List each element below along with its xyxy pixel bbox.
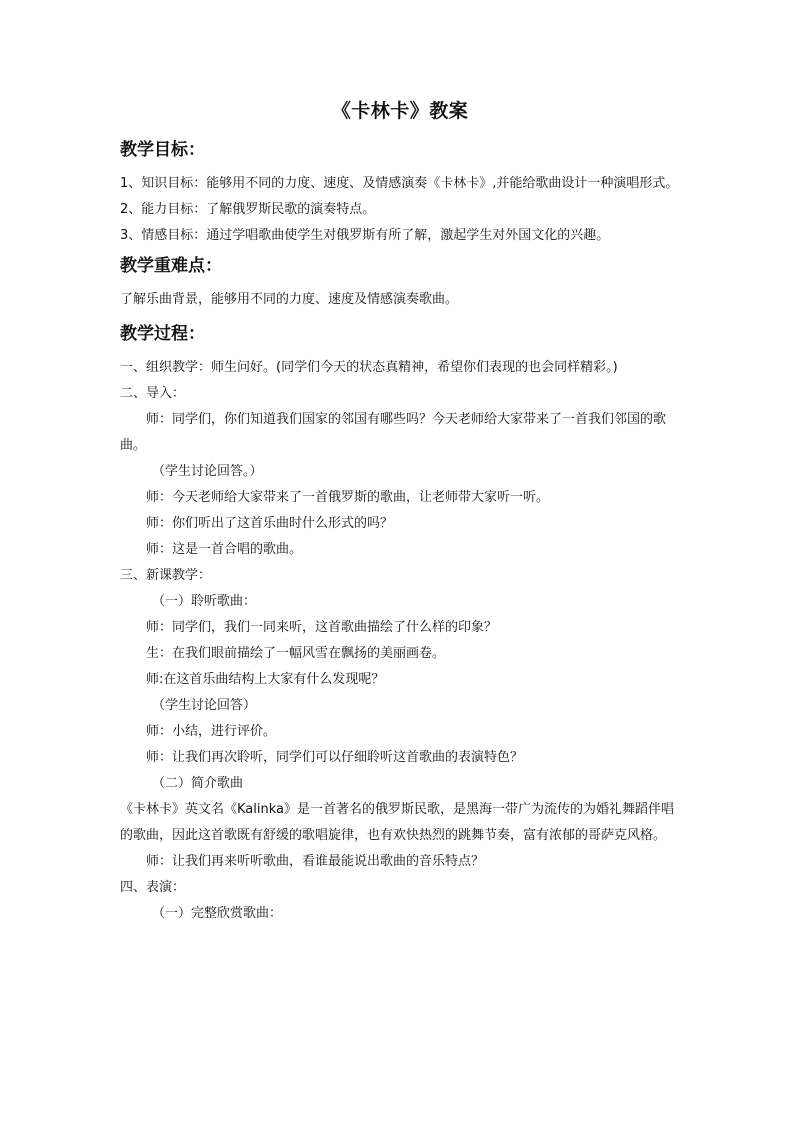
process-line: 一、组织教学：师生问好。(同学们今天的状态真精神，希望你们表现的也会同样精彩。) bbox=[120, 360, 618, 375]
process-line: 师：让我们再来听听歌曲，看谁最能说出歌曲的音乐特点？ bbox=[146, 854, 485, 869]
keypoints-text: 了解乐曲背景，能够用不同的力度、速度及情感演奏歌曲。 bbox=[120, 292, 459, 307]
process-line: 三、新课教学： bbox=[120, 568, 212, 583]
process-line: 《卡林卡》英文名《Kalinka》是一首著名的俄罗斯民歌，是黑海一带广为流传的为婚礼舞蹈伴唱的歌曲，因此这首歌既有舒缓的歌唱旋律，也有欢快热烈的跳舞节奏，富有浓郁的哥萨克风格。 bbox=[120, 802, 674, 843]
process-line: 师：这是一首合唱的歌曲。 bbox=[146, 542, 303, 557]
goal-item: 2、能力目标：了解俄罗斯民歌的演奏特点。 bbox=[120, 202, 376, 217]
process-line: 二、导入： bbox=[120, 386, 186, 401]
process-line: （学生讨论回答。） bbox=[152, 464, 263, 479]
process-line: 师：同学们，你们知道我们国家的邻国有哪些吗？今天老师给大家带来了一首我们邻国的歌曲。 bbox=[120, 412, 667, 453]
document-body bbox=[120, 96, 680, 927]
process-line: 师:在这首乐曲结构上大家有什么发现呢？ bbox=[146, 672, 385, 687]
process-line: 四、表演： bbox=[120, 880, 186, 895]
section-heading-goals: 教学目标： bbox=[120, 140, 205, 160]
process-line: （一）聆听歌曲： bbox=[152, 594, 257, 609]
process-line: （学生讨论回答） bbox=[152, 698, 257, 713]
section-heading-keypoints: 教学重难点： bbox=[120, 256, 222, 276]
goal-item: 3、情感目标：通过学唱歌曲使学生对俄罗斯有所了解，激起学生对外国文化的兴趣。 bbox=[120, 228, 610, 243]
process-line: （二）简介歌曲 bbox=[152, 776, 244, 791]
section-heading-process: 教学过程： bbox=[120, 324, 205, 344]
process-line: 生：在我们眼前描绘了一幅风雪在飘扬的美丽画卷。 bbox=[146, 646, 446, 661]
process-line: 师：让我们再次聆听，同学们可以仔细聆听这首歌曲的表演特色？ bbox=[146, 750, 524, 765]
process-line: （一）完整欣赏歌曲： bbox=[152, 906, 283, 921]
process-line: 师：同学们，我们一同来听，这首歌曲描绘了什么样的印象？ bbox=[146, 620, 498, 635]
process-line: 师：今天老师给大家带来了一首俄罗斯的歌曲，让老师带大家听一听。 bbox=[146, 490, 550, 505]
process-line: 师：你们听出了这首乐曲时什么形式的吗？ bbox=[146, 516, 394, 531]
document-title: 《卡林卡》教案 bbox=[331, 100, 469, 122]
goal-item: 1、知识目标：能够用不同的力度、速度、及情感演奏《卡林卡》,并能给歌曲设计一种演唱形式。 bbox=[120, 176, 679, 191]
process-line: 师：小结，进行评价。 bbox=[146, 724, 277, 739]
